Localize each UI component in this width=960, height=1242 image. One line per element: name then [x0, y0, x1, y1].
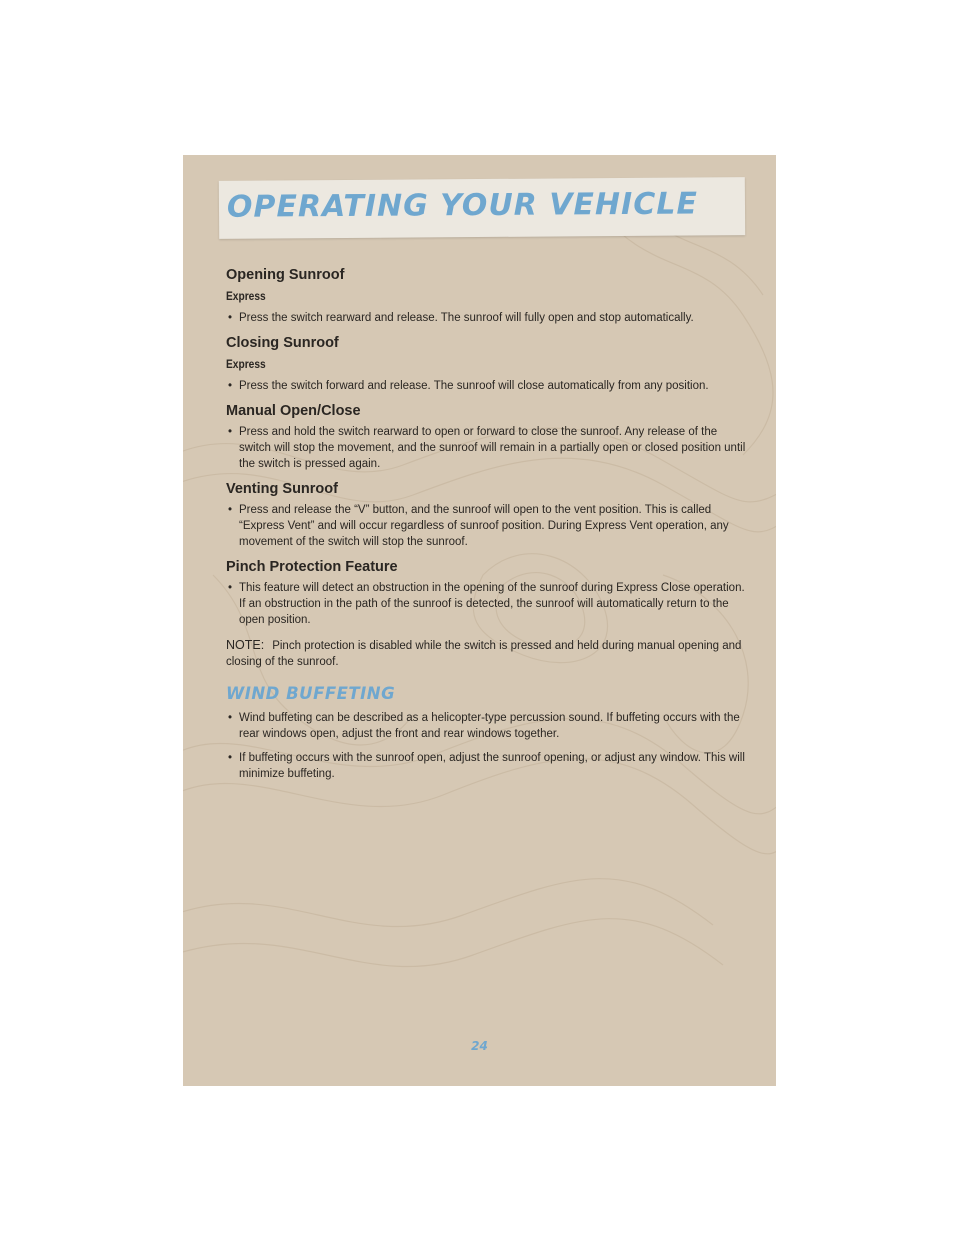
- list-item: • Wind buffeting can be described as a helicopter-type percussion sound. If buffeting occurs with the rear windows open, adjust the front and rear windows together.: [226, 710, 746, 742]
- page-number: 24: [471, 1039, 488, 1053]
- section-venting-sunroof: [226, 481, 746, 550]
- section-title: Venting Sunroof: [226, 481, 338, 497]
- list-item: • This feature will detect an obstruction in the opening of the sunroof during Express Close operation. If an obstruction in the path of the sunroof is detected, the sunroof will automatically return to the open position.: [226, 580, 746, 628]
- section-subtitle: Express: [226, 289, 266, 303]
- section-title: Pinch Protection Feature: [226, 559, 398, 575]
- section-wind-buffeting: [226, 686, 746, 782]
- manual-page: [183, 155, 776, 1086]
- list-item: • Press the switch forward and release. The sunroof will close automatically from any position.: [226, 378, 746, 394]
- note-text: Pinch protection is disabled while the switch is pressed and held during manual opening and closing of the sunroof.: [226, 640, 742, 668]
- list-item: • Press and hold the switch rearward to open or forward to close the sunroof. Any release of the switch will stop the movement, and the sunroof will remain in a partially open or closed position until the switch is pressed again.: [226, 424, 746, 472]
- bullet-list: [226, 424, 746, 472]
- bullet-list: [226, 310, 746, 326]
- list-item: • Press the switch rearward and release. The sunroof will fully open and stop automatically.: [226, 310, 746, 326]
- list-item: • If buffeting occurs with the sunroof open, adjust the sunroof opening, or adjust any window. This will minimize buffeting.: [226, 750, 746, 782]
- section-closing-sunroof: [226, 335, 746, 394]
- section-subtitle: Express: [226, 357, 266, 371]
- bullet-list: [226, 710, 746, 782]
- header-banner: [219, 177, 745, 239]
- section-pinch-protection: [226, 559, 746, 628]
- list-item: • Press and release the “V” button, and the sunroof will open to the vent position. This is called “Express Vent” and will occur regardless of sunroof position. During Express Vent operation, any movement of the switch will stop the sunroof.: [226, 502, 746, 550]
- bullet-list: [226, 580, 746, 628]
- wind-buffeting-title: WIND BUFFETING: [226, 684, 396, 703]
- bullet-list: [226, 502, 746, 550]
- content-body: [226, 267, 746, 791]
- section-manual-open-close: [226, 403, 746, 472]
- section-title: Opening Sunroof: [226, 267, 345, 283]
- note-label: NOTE:: [226, 638, 265, 652]
- bullet-list: [226, 378, 746, 394]
- section-title: Manual Open/Close: [226, 403, 361, 419]
- note-paragraph: [226, 637, 746, 670]
- section-opening-sunroof: [226, 267, 746, 326]
- section-title: Closing Sunroof: [226, 335, 339, 351]
- page-title: OPERATING YOUR VEHICLE: [226, 186, 699, 225]
